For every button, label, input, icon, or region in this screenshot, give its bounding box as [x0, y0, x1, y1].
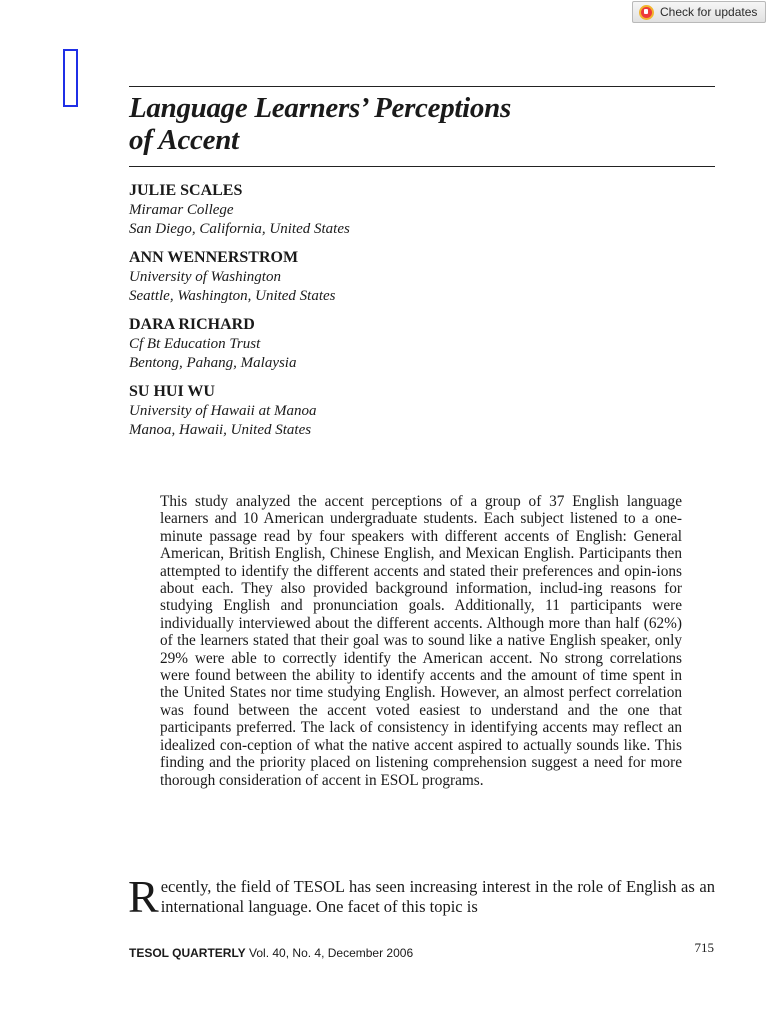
- author-location: Bentong, Pahang, Malaysia: [129, 355, 297, 371]
- author-block: [129, 382, 709, 440]
- title-line-1: Language Learners’ Perceptions: [129, 92, 511, 124]
- title-bottom-rule: [129, 166, 715, 167]
- author-block: [129, 248, 709, 306]
- author-name: JULIE SCALES: [129, 182, 243, 199]
- author-institution: Cf Bt Education Trust: [129, 336, 261, 352]
- journal-issue: Vol. 40, No. 4, December 2006: [249, 946, 414, 960]
- body-paragraph: [128, 871, 715, 922]
- check-for-updates-button[interactable]: [632, 1, 766, 23]
- article-title: [129, 92, 709, 156]
- author-name: DARA RICHARD: [129, 316, 255, 333]
- author-location: Manoa, Hawaii, United States: [129, 422, 312, 438]
- journal-name: TESOL QUARTERLY: [129, 946, 246, 960]
- author-block: [129, 181, 709, 239]
- selection-box: [63, 49, 78, 107]
- author-institution: University of Hawaii at Manoa: [129, 403, 317, 419]
- author-location: San Diego, California, United States: [129, 221, 350, 237]
- abstract: This study analyzed the accent perceptions of a group of 37 English language learners and 10 American undergraduate students. Each subject listened to a one-minute passage read by four speakers with different accents of English: General American, British English, Chinese English, and Mexican English. Participants then attempted to identify the different accents and stated their preferences and opin-ions about each. They also provided background information, includ-ing reasons for studying English and pronunciation goals. Additionally, 11 participants were individually interviewed about the different accents. Although more than half (62%) of the learners stated that their goal was to sound like a native English speaker, only 29% were able to correctly identify the American accent. No strong correlations were found between the ability to identify accents and the amount of time spent in the United States nor time studying English. However, an almost perfect correlation was found between the accent voted easiest to understand and the one that participants preferred. The lack of consistency in identifying accents may reflect an idealized con-ception of what the native accent aspired to actually sounds like. This finding and the priority placed on listening comprehension suggest a need for more thorough consideration of accent in ESOL programs.: [160, 493, 682, 789]
- author-block: [129, 315, 709, 373]
- drop-cap: R: [128, 871, 159, 922]
- author-institution: University of Washington: [129, 269, 281, 285]
- title-top-rule: [129, 86, 715, 87]
- author-institution: Miramar College: [129, 202, 234, 218]
- check-for-updates-label: Check for updates: [660, 5, 758, 19]
- body-text: ecently, the field of TESOL has seen increasing interest in the role of English as an international language. One facet of this topic is: [160, 877, 715, 916]
- author-name: ANN WENNERSTROM: [129, 249, 299, 266]
- author-list: [129, 181, 709, 449]
- author-name: SU HUI WU: [129, 383, 215, 400]
- title-line-2: of Accent: [129, 124, 239, 156]
- footer: [129, 946, 413, 960]
- page-number: 715: [694, 940, 714, 955]
- author-location: Seattle, Washington, United States: [129, 288, 336, 304]
- crossmark-icon: [639, 5, 654, 20]
